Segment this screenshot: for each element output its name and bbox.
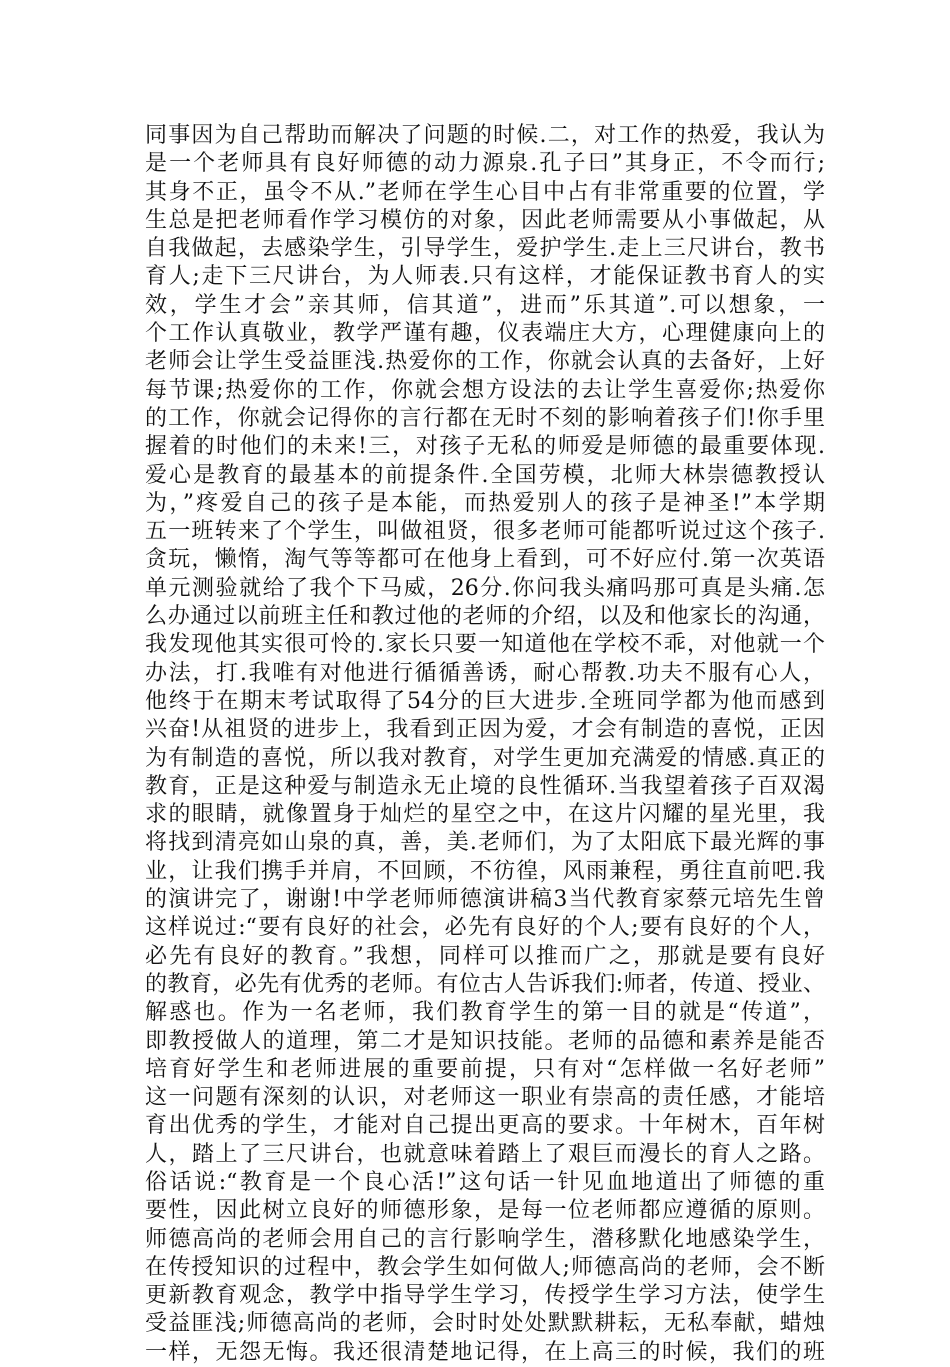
- text-line: 一样，无怨无悔。我还很清楚地记得，在上高三的时候，我们的班: [145, 1339, 825, 1365]
- text-line: 受益匪浅;师德高尚的老师，会时时处处默默耕耘，无私奉献，蜡烛: [145, 1311, 825, 1337]
- text-line: 个工作认真敬业，教学严谨有趣，仪表端庄大方，心理健康向上的: [145, 321, 825, 347]
- text-line: 生总是把老师看作学习模仿的对象，因此老师需要从小事做起，从: [145, 207, 825, 233]
- text-line: 求的眼睛，就像置身于灿烂的星空之中，在这片闪耀的星光里，我: [145, 802, 825, 828]
- text-line: 兴奋!从祖贤的进步上，我看到正因为爱，才会有制造的喜悦，正因: [145, 717, 825, 743]
- text-line: 教育，正是这种爱与制造永无止境的良性循环.当我望着孩子百双渴: [145, 773, 825, 799]
- text-line: 是一个老师具有良好师德的动力源泉.孔子曰”其身正，不令而行;: [145, 151, 825, 177]
- text-line: 业，让我们携手并肩，不回顾，不彷徨，风雨兼程，勇往直前吧.我: [145, 858, 825, 884]
- text-line: 的演讲完了，谢谢!中学老师师德演讲稿3当代教育家蔡元培先生曾: [145, 887, 825, 913]
- text-line: 在传授知识的过程中，教会学生如何做人;师德高尚的老师，会不断: [145, 1254, 825, 1280]
- text-line: 为有制造的喜悦，所以我对教育，对学生更加充满爱的情感.真正的: [145, 745, 825, 771]
- text-line: 人，踏上了三尺讲台，也就意味着踏上了艰巨而漫长的育人之路。: [145, 1141, 825, 1167]
- text-line: 的工作，你就会记得你的言行都在无时不刻的影响着孩子们!你手里: [145, 405, 825, 431]
- text-line: 即教授做人的道理，第二才是知识技能。老师的品德和素养是能否: [145, 1028, 825, 1054]
- text-line: 办法，打.我唯有对他进行循循善诱，耐心帮教.功夫不服有心人，: [145, 660, 825, 686]
- text-line: 为，”疼爱自己的孩子是本能，而热爱别人的孩子是神圣!”本学期: [145, 490, 825, 516]
- text-line: 每节课;热爱你的工作，你就会想方设法的去让学生喜爱你;热爱你: [145, 377, 825, 403]
- text-line: 更新教育观念，教学中指导学生学习，传授学生学习方法，使学生: [145, 1283, 825, 1309]
- text-line: 爱心是教育的最基本的前提条件.全国劳模，北师大林崇德教授认: [145, 462, 825, 488]
- text-line: 要性，因此树立良好的师德形象，是每一位老师都应遵循的原则。: [145, 1198, 825, 1224]
- text-line: 培育好学生和老师进展的重要前提，只有对“怎样做一名好老师”: [145, 1056, 825, 1082]
- text-line: 他终于在期末考试取得了54分的巨大进步.全班同学都为他而感到: [145, 688, 825, 714]
- text-line: 育出优秀的学生，才能对自己提出更高的要求。十年树木，百年树: [145, 1113, 825, 1139]
- body-text: [145, 122, 825, 1367]
- text-line: 我发现他其实很可怜的.家长只要一知道他在学校不乖，对他就一个: [145, 632, 825, 658]
- text-line: 贪玩，懒惰，淘气等等都可在他身上看到，可不好应付.第一次英语: [145, 547, 825, 573]
- text-line: 效，学生才会”亲其师，信其道”，进而”乐其道”.可以想象，一: [145, 292, 825, 318]
- text-line: 育人;走下三尺讲台，为人师表.只有这样，才能保证教书育人的实: [145, 264, 825, 290]
- text-line: 这样说过:“要有良好的社会，必先有良好的个人;要有良好的个人，: [145, 915, 825, 941]
- text-line: 么办通过以前班主任和教过他的老师的介绍，以及和他家长的沟通，: [145, 604, 825, 630]
- text-line: 俗话说:“教育是一个良心活!”这句话一针见血地道出了师德的重: [145, 1169, 825, 1195]
- text-line: 必先有良好的教育。”我想，同样可以推而广之，那就是要有良好: [145, 943, 825, 969]
- text-line: 同事因为自己帮助而解决了问题的时候.二，对工作的热爱，我认为: [145, 123, 825, 148]
- text-line: 自我做起，去感染学生，引导学生，爱护学生.走上三尺讲台，教书: [145, 236, 825, 262]
- text-line: 单元测验就给了我个下马威，26分.你问我头痛吗那可真是头痛.怎: [145, 575, 825, 601]
- text-line: 将找到清亮如山泉的真，善，美.老师们，为了太阳底下最光辉的事: [145, 830, 825, 856]
- text-line: 解惑也。作为一名老师，我们教育学生的第一目的就是“传道”，: [145, 1000, 825, 1026]
- text-line: 五一班转来了个学生，叫做祖贤，很多老师可能都听说过这个孩子.: [145, 519, 825, 545]
- text-line: 师德高尚的老师会用自己的言行影响学生，潜移默化地感染学生，: [145, 1226, 825, 1252]
- text-line: 其身不正，虽令不从.”老师在学生心目中占有非常重要的位置，学: [145, 179, 825, 205]
- text-line: 老师会让学生受益匪浅.热爱你的工作，你就会认真的去备好，上好: [145, 349, 825, 375]
- text-line: 握着的时他们的未来!三，对孩子无私的师爱是师德的最重要体现.: [145, 434, 825, 460]
- text-line: 这一问题有深刻的认识，对老师这一职业有崇高的责任感，才能培: [145, 1085, 825, 1111]
- text-line: 的教育，必先有优秀的老师。有位古人告诉我们:师者，传道、授业、: [145, 971, 825, 997]
